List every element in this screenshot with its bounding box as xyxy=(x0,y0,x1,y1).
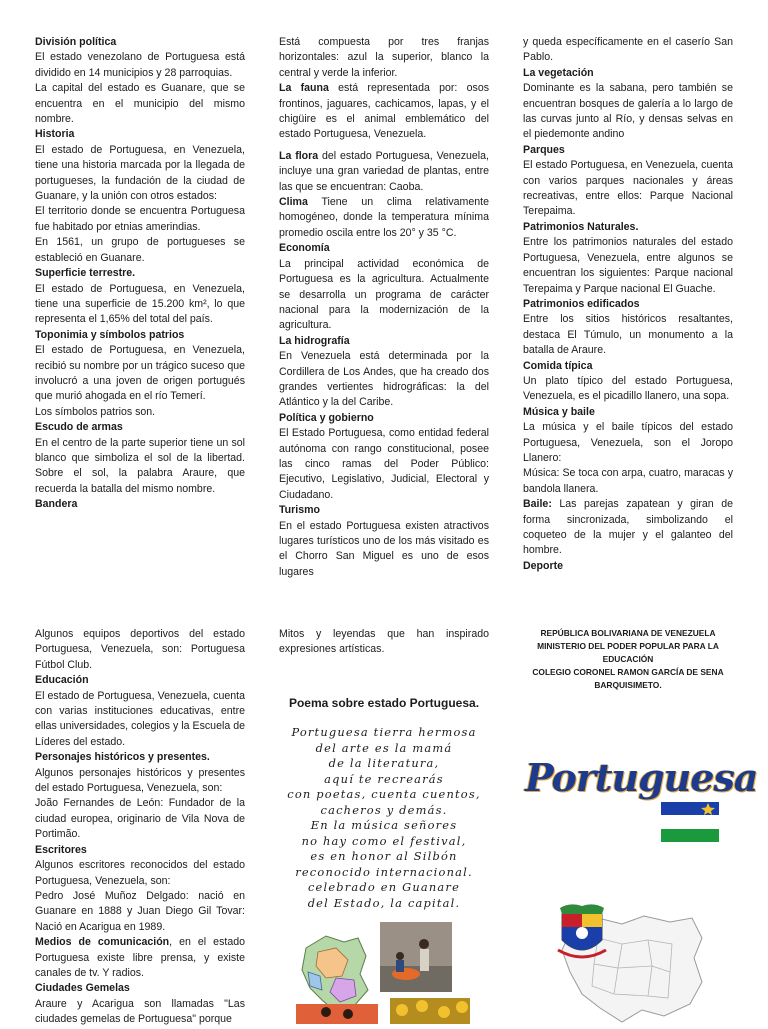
poem-title: Poema sobre estado Portuguesa. xyxy=(288,695,480,710)
portuguesa-logo: Portuguesa xyxy=(525,755,758,800)
paragraph-turismo: En el estado Portuguesa existen atractivos lugares turísticos uno de los más visitado es el Chorro San Miguel es uno de esos lugares xyxy=(279,519,489,578)
poem-line: Portuguesa tierra hermosa xyxy=(291,725,477,740)
heading-patrimonios: Patrimonios Naturales. xyxy=(523,220,639,233)
poem-line: reconocido internacional. xyxy=(295,864,473,879)
dancers-photo-icon xyxy=(296,1004,378,1024)
poem-line: cacheros y demás. xyxy=(320,802,448,817)
heading-superficie: Superficie terrestre. xyxy=(35,267,136,280)
paragraph-escudo: En el centro de la parte superior tiene un sol blanco que simboliza el sol de la libertad. Sobre el sol, la palabra Araure, que recuerda la batalla del mismo nombre. xyxy=(35,436,245,495)
state-flag xyxy=(661,802,719,842)
heading-hidrografia: La hidrografía xyxy=(279,334,350,347)
text-flora: del estado Portuguesa, Venezuela, incluye una gran variedad de plantas, entre las que se encuentran: Caoba. xyxy=(279,149,489,193)
heading-politica: Política y gobierno xyxy=(279,411,374,424)
paragraph-flora xyxy=(279,149,489,195)
paragraph-historia-2: El territorio donde se encuentra Portuguesa fue habitado por etnias amerindias. xyxy=(35,205,245,233)
poem-line: celebrado en Guanare xyxy=(307,880,461,895)
label-medios: Medios de comunicación xyxy=(35,936,170,949)
paragraph-historia-1: El estado de Portuguesa, en Venezuela, tiene una historia marcada por la llegada de portugueses, la fundación de la ciudad de Guanare, y la unión con otros estados: xyxy=(35,143,245,203)
paragraph-hidrografia: En Venezuela está determinada por la Cordillera de Los Andes, que ha creado dos grandes vertientes hidrográficas: la del Atlántico y la del Caribe. xyxy=(279,350,489,409)
label-baile: Baile: xyxy=(523,498,552,511)
column-3 xyxy=(523,35,733,574)
heading-comida: Comida típica xyxy=(523,359,593,372)
label-flora: La flora xyxy=(279,149,319,162)
cover-republic: REPÚBLICA BOLIVARIANA DE VENEZUELA xyxy=(540,628,716,638)
poem xyxy=(279,725,489,911)
paragraph-division: El estado venezolano de Portuguesa está dividido en 14 municipios y 28 parroquias. xyxy=(35,51,245,79)
heading-escudo: Escudo de armas xyxy=(35,421,123,434)
poem-line: En la música señores xyxy=(310,818,458,833)
text-baile: Las parejas zapatean y giran de forma sincronizada, simbolizando el coqueteo de la mujer y el galanteo del hombre. xyxy=(523,498,733,557)
paragraph-edificados: Entre los sitios históricos resaltantes, destaca El Túmulo, un monumento a la batalla de Araure. xyxy=(523,313,733,357)
poem-line: no hay como el festival, xyxy=(301,833,467,848)
flag-stripe-green xyxy=(661,829,719,842)
poem-line: de la literatura, xyxy=(328,756,440,771)
heading-parques: Parques xyxy=(523,143,565,156)
paragraph-baile xyxy=(523,497,733,559)
heading-division: División política xyxy=(35,36,117,48)
paragraph-capital: La capital del estado es Guanare, que se encuentra en el municipio del mismo nombre. xyxy=(35,82,245,126)
poem-line: con poetas, cuenta cuentos, xyxy=(287,787,481,802)
venezuela-map xyxy=(552,898,712,1024)
heading-musica: Música y baile xyxy=(523,405,595,418)
label-fauna: La fauna xyxy=(279,82,329,95)
paragraph-parques: El estado Portuguesa, en Venezuela, cuenta con varios parques nacionales y áreas recreativas, entre ellos: Parque Nacional Terepaima. xyxy=(523,159,733,218)
column-4 xyxy=(35,627,245,1028)
paragraph-politica: El Estado Portuguesa, como entidad federal autónoma con rango constitucional, posee las cinco ramas del Poder Público: Ejecutivo, Legislativo, Judicial, Electoral y Ciudadano. xyxy=(279,427,489,501)
heading-turismo: Turismo xyxy=(279,504,321,517)
paragraph-fauna xyxy=(279,81,489,143)
sunflower-field-icon xyxy=(390,998,470,1024)
column-5 xyxy=(279,627,489,911)
paragraph-toponimia-2: Los símbolos patrios son. xyxy=(35,405,156,418)
paragraph-escritores-2: Pedro José Muñoz Delgado: nació en Guanare en 1888 y Juan Diego Gil Tovar: Nació en Acarigua en 1989. xyxy=(35,889,245,933)
people-photo-icon xyxy=(380,922,452,992)
paragraph-comida: Un plato típico del estado Portuguesa, Venezuela, es el picadillo llanero, una sopa. xyxy=(523,374,733,403)
paragraph-mitos: Mitos y leyendas que han inspirado expresiones artísticas. xyxy=(279,628,489,656)
paragraph-historia-3: En 1561, un grupo de portugueses se estableció en Guanare. xyxy=(35,236,245,264)
heading-edificados: Patrimonios edificados xyxy=(523,297,640,310)
paragraph-deporte: Algunos equipos deportivos del estado Portuguesa, Venezuela, son: Portuguesa Fútbol Club. xyxy=(35,628,245,671)
paragraph-escritores-1: Algunos escritores reconocidos del estado Portuguesa, Venezuela, son: xyxy=(35,859,245,887)
cover-ministry: MINISTERIO DEL PODER POPULAR PARA LA EDUCACIÓN xyxy=(537,641,719,664)
cover-header xyxy=(523,627,733,692)
festival-photo xyxy=(380,922,452,992)
paragraph-economia: La principal actividad económica de Portuguesa es la agricultura. Actualmente se desarrolla un programa de carácter nacional para la modernización de la agricultura. xyxy=(279,257,489,332)
heading-economia: Economía xyxy=(279,242,330,255)
dance-photo xyxy=(296,1004,378,1024)
column-2 xyxy=(279,35,489,580)
sunflower-photo xyxy=(390,998,470,1024)
paragraph-personajes-1: Algunos personajes históricos y presentes del estado Portuguesa, Venezuela, son: xyxy=(35,766,245,795)
heading-escritores: Escritores xyxy=(35,843,87,856)
poem-line: del arte es la mamá xyxy=(315,740,453,755)
flag-stripe-white xyxy=(661,815,719,828)
flag-stripe-blue xyxy=(661,802,719,815)
heading-toponimia: Toponimia y símbolos patrios xyxy=(35,328,185,341)
star-icon xyxy=(701,803,715,815)
paragraph-patrimonios: Entre los patrimonios naturales del estado Portuguesa, Venezuela, entre algunos se encuentran los siguientes: Parque nacional Terepaima y Parque nacional El Guache. xyxy=(523,236,733,295)
label-clima: Clima xyxy=(279,196,308,209)
cover-school: COLEGIO CORONEL RAMON GARCÍA DE SENA xyxy=(532,667,724,677)
coat-of-arms-icon xyxy=(556,900,608,962)
heading-deporte: Deporte xyxy=(523,559,564,572)
paragraph-clima xyxy=(279,195,489,241)
heading-gemelas: Ciudades Gemelas xyxy=(35,982,130,995)
paragraph-personajes-2: João Fernandes de León: Fundador de la ciudad europea, originario de Vila Nova de Portimão. xyxy=(35,797,245,841)
heading-historia: Historia xyxy=(35,128,75,141)
poem-line: es en honor al Silbón xyxy=(310,849,458,864)
paragraph-gemelas: Araure y Acarigua son llamadas "Las ciudades gemelas de Portuguesa" porque xyxy=(35,997,245,1026)
heading-personajes: Personajes históricos y presentes. xyxy=(35,751,210,764)
paragraph-vegetacion: Dominante es la sabana, pero también se encuentran bosques de galería a lo largo de las curvas junto al Río, y densas selvas en el piedemonte andino xyxy=(523,82,733,141)
text-fauna: está representada por: osos frontinos, jaguares, cachicamos, lapas, y el chigüire es el animal emblemático del estado Portuguesa, Venezuela. xyxy=(279,82,490,141)
paragraph-musica-2: Música: Se toca con arpa, cuatro, maracas y bandola llanera. xyxy=(523,467,733,495)
paragraph-turismo-cont: y queda específicamente en el caserío San Pablo. xyxy=(523,36,733,64)
paragraph-bandera: Está compuesta por tres franjas horizontales: azul la superior, blanco la central y verde la inferior. xyxy=(279,36,489,79)
cover-city: BARQUISIMETO. xyxy=(594,680,662,690)
poem-line: aquí te recrearás xyxy=(324,771,444,786)
column-1 xyxy=(35,35,245,513)
paragraph-superficie: El estado de Portuguesa, en Venezuela, tiene una superficie de 15.200 km², lo que representa el 1,65% del total del país. xyxy=(35,282,245,326)
heading-vegetacion: La vegetación xyxy=(523,66,594,79)
poem-line: del Estado, la capital. xyxy=(307,895,461,910)
paragraph-musica-1: La música y el baile típicos del estado Portuguesa, Venezuela, son el Joropo Llanero: xyxy=(523,421,733,464)
text-clima: Tiene un clima relativamente homogéneo, donde la temperatura mínima promedio oscila entre los 20° y 35 °C. xyxy=(279,196,489,239)
text-medios: , en el estado Portuguesa existe libre prensa, y existe canales de tv. Y radios. xyxy=(35,936,245,979)
paragraph-toponimia-1: El estado de Portuguesa, en Venezuela, recibió su nombre por un trágico suceso que involucró a una joven de origen portugués que murió ahogada en el río Temerí. xyxy=(35,344,245,403)
paragraph-medios xyxy=(35,935,245,981)
paragraph-educacion: El estado de Portuguesa, Venezuela, cuenta con varias instituciones educativas, entre ellas universidades, colegios y la Escuela de Líderes del estado. xyxy=(35,689,245,748)
heading-educacion: Educación xyxy=(35,674,89,687)
heading-bandera: Bandera xyxy=(35,498,78,511)
